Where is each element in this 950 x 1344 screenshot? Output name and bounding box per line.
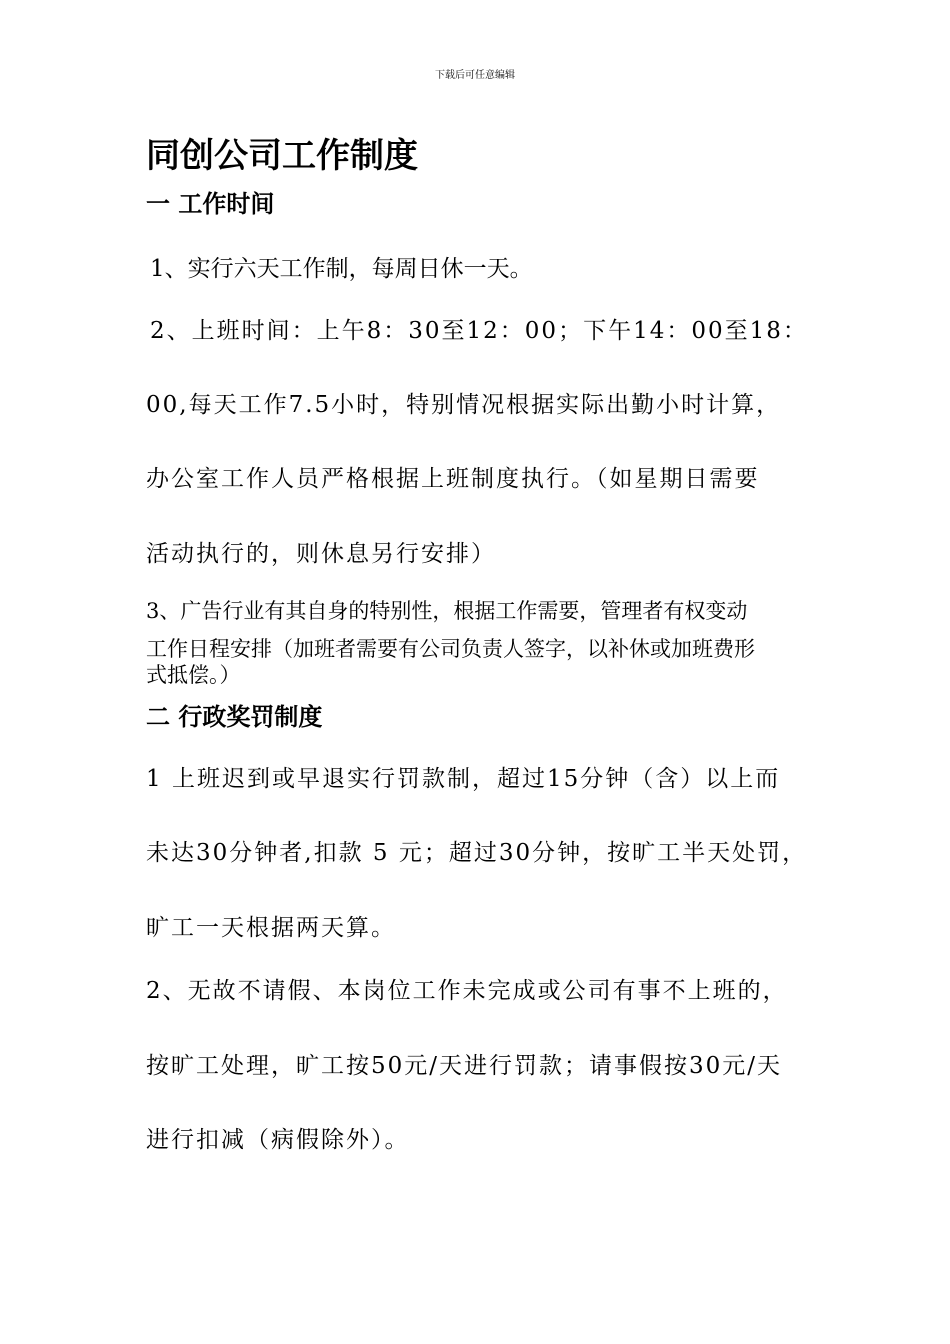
paragraph-line: 按旷工处理，旷工按50元/天进行罚款；请事假按30元/天 <box>146 1053 783 1079</box>
paragraph-line: 未达30分钟者,扣款 5 元；超过30分钟，按旷工半天处罚， <box>146 840 808 866</box>
paragraph-line: 00,每天工作7.5小时，特别情况根据实际出勤小时计算， <box>146 392 782 418</box>
document-title: 同创公司工作制度 <box>146 136 418 176</box>
paragraph-line: 2、上班时间：上午8：30至12：00；下午14：00至18： <box>150 318 808 344</box>
paragraph-line: 1、实行六天工作制，每周日休一天。 <box>150 256 533 282</box>
section-heading-admin-rewards-penalties: 二 行政奖罚制度 <box>146 703 323 731</box>
paragraph-line: 进行扣减（病假除外）。 <box>146 1127 410 1153</box>
header-note: 下载后可任意编辑 <box>435 70 515 81</box>
paragraph-line: 式抵偿。） <box>146 663 241 687</box>
paragraph-line: 2、无故不请假、本岗位工作未完成或公司有事不上班的， <box>146 978 788 1004</box>
paragraph-line: 活动执行的，则休息另行安排） <box>146 541 496 567</box>
paragraph-line: 办公室工作人员严格根据上班制度执行。（如星期日需要 <box>146 466 760 492</box>
section-heading-work-time: 一 工作时间 <box>146 190 275 218</box>
paragraph-line: 3、广告行业有其自身的特别性，根据工作需要，管理者有权变动 <box>146 599 748 623</box>
paragraph-line: 1 上班迟到或早退实行罚款制，超过15分钟（含）以上而 <box>146 766 781 792</box>
paragraph-line: 工作日程安排（加班者需要有公司负责人签字，以补休或加班费形 <box>146 637 755 661</box>
paragraph-line: 旷工一天根据两天算。 <box>146 915 396 941</box>
